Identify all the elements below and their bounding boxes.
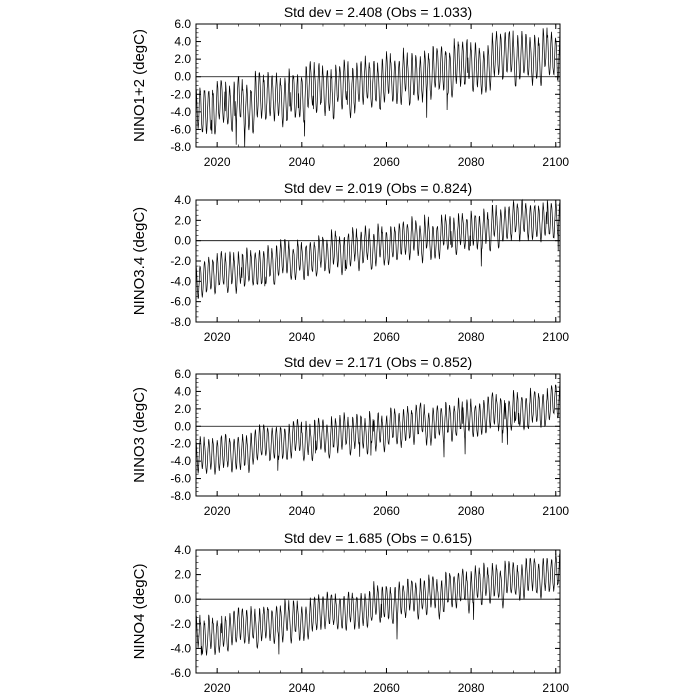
- y-axis-label: NINO3 (degC): [131, 387, 148, 483]
- panel-title: Std dev = 2.019 (Obs = 0.824): [283, 180, 473, 196]
- panel-title: Std dev = 2.171 (Obs = 0.852): [283, 354, 473, 370]
- x-tick-label: 2060: [373, 504, 400, 518]
- x-tick-label: 2020: [203, 330, 231, 344]
- y-tick-label: 6.0: [174, 367, 191, 381]
- y-tick-label: -2.0: [170, 254, 191, 268]
- y-tick-label: -4.0: [170, 274, 191, 289]
- x-tick-label: 2040: [288, 155, 316, 169]
- y-tick-label: 0.0: [174, 69, 191, 84]
- series-line: [196, 28, 560, 147]
- x-tick-label: 2020: [203, 504, 231, 518]
- panel-4: [131, 530, 569, 695]
- y-tick-label: -2.0: [170, 616, 191, 631]
- y-axis-label: NINO3.4 (degC): [131, 206, 148, 316]
- y-tick-label: 2.0: [174, 567, 191, 582]
- x-tick-label: 2100: [542, 155, 570, 169]
- x-tick-label: 2080: [457, 504, 485, 518]
- y-tick-label: -6.0: [170, 294, 191, 309]
- y-tick-label: 0.0: [174, 419, 191, 434]
- x-tick-label: 2100: [542, 681, 570, 695]
- y-tick-label: 4.0: [174, 193, 191, 207]
- x-tick-label: 2100: [542, 330, 570, 344]
- panel-2: [131, 180, 569, 344]
- y-tick-label: -8.0: [170, 315, 191, 329]
- y-tick-label: 2.0: [174, 401, 191, 416]
- panel-title: Std dev = 1.685 (Obs = 0.615): [283, 530, 473, 546]
- y-tick-label: -4.0: [170, 641, 191, 656]
- series-line: [196, 200, 560, 299]
- x-tick-label: 2040: [288, 504, 316, 518]
- y-axis-label: NINO1+2 (degC): [131, 29, 148, 142]
- x-tick-label: 2080: [457, 330, 485, 344]
- plot-frame: [196, 200, 560, 322]
- series-line: [196, 553, 560, 655]
- x-tick-label: 2100: [542, 504, 570, 518]
- y-tick-label: 6.0: [174, 17, 191, 31]
- y-axis-label: NINO4 (degC): [131, 563, 148, 660]
- y-tick-label: 4.0: [174, 34, 191, 49]
- y-tick-label: 2.0: [174, 213, 191, 228]
- y-tick-label: -4.0: [170, 454, 191, 469]
- panel-1: [131, 4, 569, 169]
- x-tick-label: 2020: [203, 681, 231, 695]
- y-tick-label: -6.0: [170, 471, 191, 486]
- y-tick-label: 2.0: [174, 52, 191, 67]
- y-tick-label: -8.0: [170, 140, 191, 154]
- series-line: [196, 382, 560, 475]
- x-tick-label: 2040: [288, 330, 316, 344]
- x-tick-label: 2080: [457, 681, 485, 695]
- x-tick-label: 2080: [457, 155, 485, 169]
- y-tick-label: -2.0: [170, 87, 191, 102]
- panel-title: Std dev = 2.408 (Obs = 1.033): [283, 4, 473, 20]
- y-tick-label: 0.0: [174, 233, 191, 248]
- y-tick-label: -4.0: [170, 104, 191, 119]
- x-tick-label: 2060: [373, 681, 400, 695]
- y-tick-label: -2.0: [170, 436, 191, 451]
- y-tick-label: 4.0: [174, 384, 191, 399]
- y-tick-label: 0.0: [174, 592, 191, 607]
- y-tick-label: -8.0: [170, 489, 191, 503]
- x-tick-label: 2060: [373, 155, 400, 169]
- x-tick-label: 2020: [203, 155, 231, 169]
- x-tick-label: 2040: [288, 681, 316, 695]
- x-tick-label: 2060: [373, 330, 400, 344]
- y-tick-label: 4.0: [174, 543, 191, 557]
- panel-3: [131, 354, 569, 518]
- y-tick-label: -6.0: [170, 666, 191, 680]
- y-tick-label: -6.0: [170, 122, 191, 137]
